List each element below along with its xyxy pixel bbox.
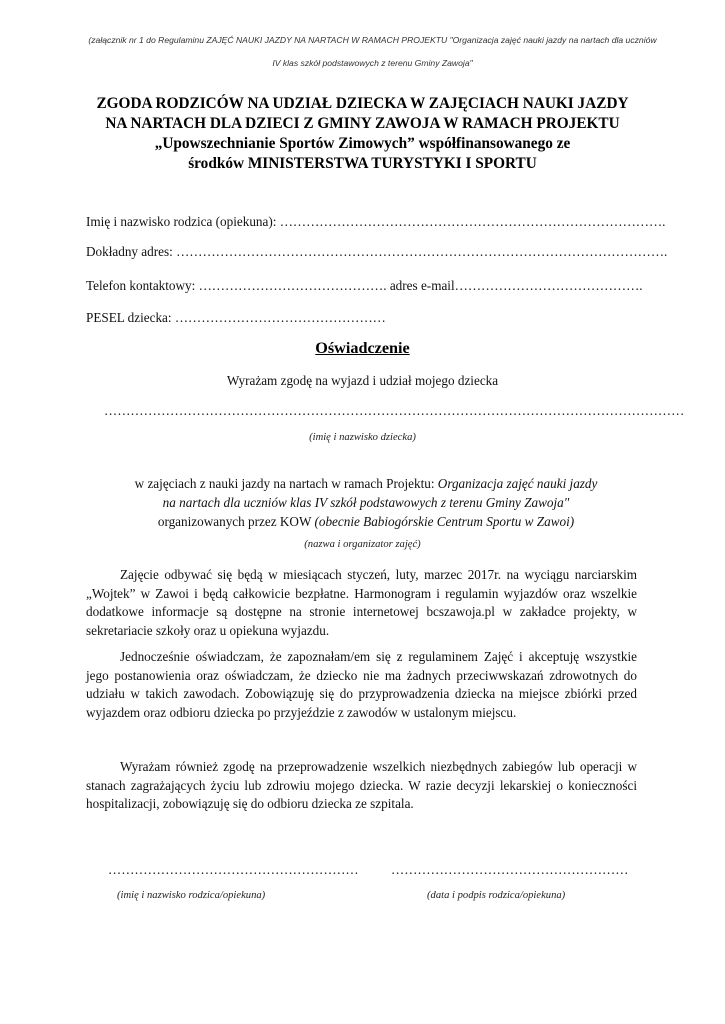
schedule-paragraph bbox=[86, 566, 637, 641]
title-line-4: środków MINISTERSTWA TURYSTYKI I SPORTU bbox=[188, 155, 537, 172]
statement-heading: Oświadczenie bbox=[315, 339, 410, 357]
title-line-1: ZGODA RODZICÓW NA UDZIAŁ DZIECKA W ZAJĘCIACH NAUKI JAZDY bbox=[96, 95, 629, 112]
project-line-1 bbox=[86, 474, 646, 493]
declaration-paragraph bbox=[86, 648, 637, 723]
date-signature-caption: (data i podpis rodzica/opiekuna) bbox=[427, 890, 566, 901]
child-name-caption: (imię i nazwisko dziecka) bbox=[309, 432, 416, 443]
child-name-field[interactable]: …………………………………………………………………………………………………………………… bbox=[104, 403, 685, 418]
phone-email-field[interactable]: Telefon kontaktowy: ……………………………………. adres e-mail……………………………………. bbox=[86, 278, 643, 293]
organizer-name: (obecnie Babiogórskie Centrum Sportu w Zawoi) bbox=[314, 514, 575, 529]
parent-name-signature-caption: (imię i nazwisko rodzica/opiekuna) bbox=[117, 890, 266, 901]
project-line-3 bbox=[86, 512, 646, 531]
consent-line: Wyrażam zgodę na wyjazd i udział mojego dziecka bbox=[226, 373, 499, 388]
child-pesel-field[interactable]: PESEL dziecka: ………………………………………… bbox=[86, 310, 386, 325]
document-title bbox=[60, 94, 665, 174]
address-field[interactable]: Dokładny adres: …………………………………………………………………………………………………. bbox=[86, 244, 668, 259]
medical-consent-paragraph-text: Wyrażam również zgodę na przeprowadzenie wszelkich niezbędnych zabiegów lub operacji w stanach zagrażających życiu lub zdrowiu mojego dziecka. W razie decyzji lekarskiej o konieczności hospitalizacji, zobowiązuję się do odbioru dziecka ze szpitala. bbox=[86, 759, 637, 812]
project-name-part-2: na nartach dla uczniów klas IV szkół podstawowych z terenu Gminy Zawoja" bbox=[162, 495, 570, 510]
attachment-note-line-1: (załącznik nr 1 do Regulaminu ZAJĘĆ NAUKI JAZDY NA NARTACH W RAMACH PROJEKTU "Organizacja zajęć nauki jazdy na nartach dla uczniów bbox=[88, 35, 657, 45]
parent-name-field[interactable]: Imię i nazwisko rodzica (opiekuna): ……………………………………………………………………………. bbox=[86, 214, 666, 229]
attachment-note-line-2: IV klas szkół podstawowych z terenu Gminy Zawoja" bbox=[272, 58, 473, 68]
parent-name-signature-field[interactable]: ………………………………………………… bbox=[108, 862, 359, 877]
medical-consent-paragraph bbox=[86, 758, 637, 814]
title-line-2: NA NARTACH DLA DZIECI Z GMINY ZAWOJA W RAMACH PROJEKTU bbox=[105, 115, 620, 132]
schedule-paragraph-text: Zajęcie odbywać się będą w miesiącach styczeń, luty, marzec 2017r. na wyciągu narciarskim „Wojtek” w Zawoi i będą całkowicie bezpłatne. Harmonogram i regulamin wyjazdów oraz wszelkie dodatkowe informacje są dostępne na stronie internetowej bcszawoja.pl w zakładce projekty, w sekretariacie szkoły oraz u opiekuna wyjazdu. bbox=[86, 567, 637, 639]
project-name-part-1: Organizacja zajęć nauki jazdy bbox=[437, 476, 598, 491]
declaration-paragraph-text: Jednocześnie oświadczam, że zapoznałam/em się z regulaminem Zajęć i akceptuję wszystkie jego postanowienia oraz oświadczam, że dziecko nie ma żadnych przeciwwskazań zdrowotnych do udziału w takich zawodach. Zobowiązuję się do przyprowadzenia dziecka na miejsce zbiórki przed wyjazdem oraz odbioru dziecka po przyjeździe z zawodów w ustalonym miejscu. bbox=[86, 649, 637, 721]
title-line-3: „Upowszechnianie Sportów Zimowych” współfinansowanego ze bbox=[154, 135, 571, 152]
project-description bbox=[86, 474, 646, 531]
organizer-text: organizowanych przez KOW bbox=[157, 514, 315, 529]
organizer-caption: (nazwa i organizator zajęć) bbox=[304, 539, 421, 550]
date-signature-field[interactable]: ……………………………………………… bbox=[391, 862, 629, 877]
project-line-1-text: w zajęciach z nauki jazdy na nartach w ramach Projektu: bbox=[134, 476, 438, 491]
